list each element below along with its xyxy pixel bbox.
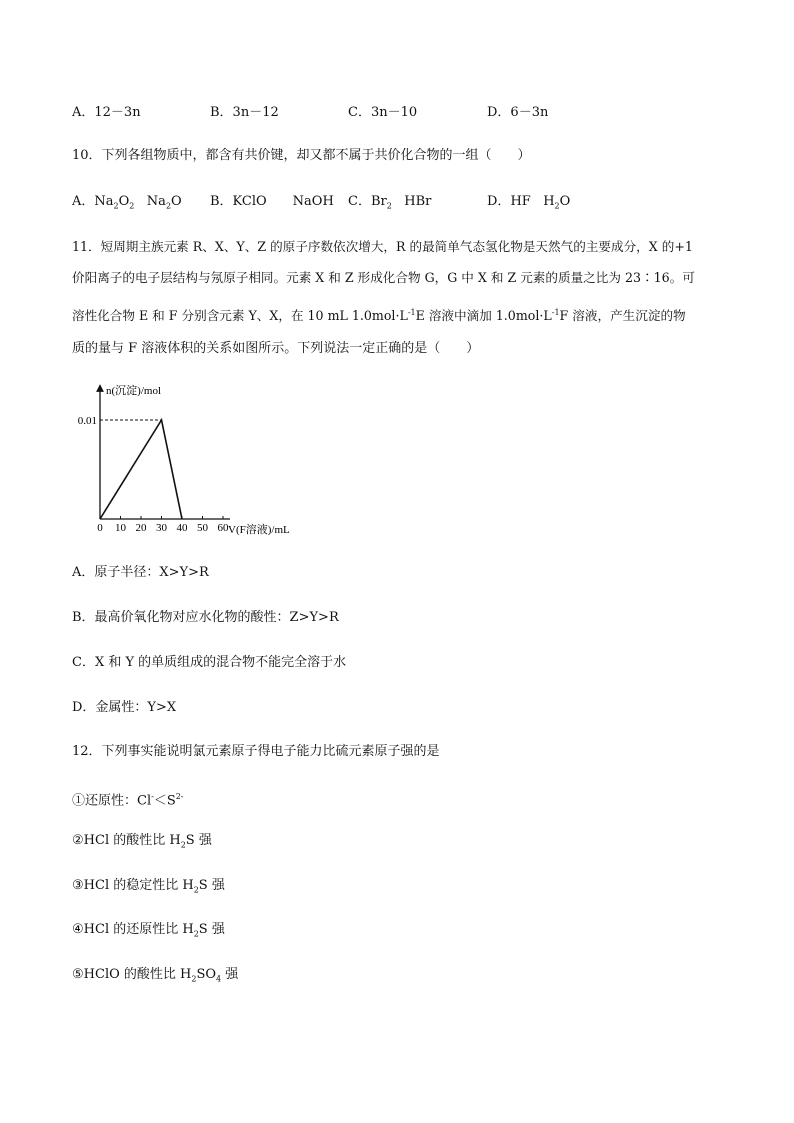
q11-line-3: 溶性化合物 E 和 F 分别含元素 Y、X，在 10 mL $1.0mol\cdot L^{-1}E$ 溶液中滴加 $1.0mol\cdot L^{-1}F$ 溶液，产生沉淀的物 bbox=[72, 308, 686, 324]
q12-stem: 12．下列事实能说明氯元素原子得电子能力比硫元素原子强的是 bbox=[72, 744, 440, 759]
x-tick-label: 10 bbox=[115, 522, 126, 534]
q10-stem: 10．下列各组物质中，都含有共价键，却又都不属于共价化合物的一组（ ） bbox=[72, 148, 531, 163]
q12-item-2: ②HCl 的酸性比 $H_2S$ 强 bbox=[72, 833, 212, 850]
x-tick-label: 30 bbox=[156, 522, 167, 534]
x-tick-label: 50 bbox=[197, 522, 208, 534]
x-tick-label: 20 bbox=[135, 522, 147, 534]
x-axis-label: V(F溶液)/mL bbox=[228, 524, 290, 536]
q11-line-1: 11．短周期主族元素 R、X、Y、Z 的原子序数依次增大，R 的最简单气态氢化物是天然气的主要成分，X 的+1 bbox=[72, 239, 693, 254]
q11-line-4: 质的量与 F 溶液体积的关系如图所示。下列说法一定正确的是（ ） bbox=[72, 341, 480, 356]
q12-item-1: ①还原性：$Cl^-<S^{2-}$ bbox=[72, 792, 184, 809]
q11-option-d: D．金属性：Y>X bbox=[72, 700, 177, 715]
x-tick-label: 0 bbox=[97, 522, 103, 534]
q12-item-3: ③HCl 的稳定性比 $H_2S$ 强 bbox=[72, 878, 225, 895]
series-line bbox=[100, 420, 182, 519]
y-tick-label: 0.01 bbox=[77, 415, 97, 427]
y-axis-label: n(沉淀)/mol bbox=[106, 385, 161, 397]
q11-option-b: B．最高价氧化物对应水化物的酸性：Z>Y>R bbox=[72, 610, 339, 625]
q10-option-a: A．$Na_2O_2$ $Na_2O$ bbox=[72, 194, 182, 211]
precipitate-chart bbox=[70, 380, 320, 540]
q9-option-a: A．12－3n bbox=[72, 105, 141, 120]
q9-option-d: D．6－3n bbox=[487, 105, 549, 120]
x-tick-label: 60 bbox=[217, 522, 229, 534]
q11-line-2: 价阳离子的电子层结构与氖原子相同。元素 X 和 Z 形成化合物 G，G 中 X 和 Z 元素的质量之比为 23∶16。可 bbox=[72, 270, 695, 285]
q11-option-c: C．X 和 Y 的单质组成的混合物不能完全溶于水 bbox=[72, 655, 347, 670]
q9-option-c: C．3n－10 bbox=[348, 105, 418, 120]
q9-option-b: B．3n－12 bbox=[210, 105, 279, 120]
x-tick-label: 40 bbox=[176, 522, 188, 534]
q10-option-b: B．KClO NaOH bbox=[210, 194, 334, 209]
q12-item-5: ⑤HClO 的酸性比 $H_2SO_4$ 强 bbox=[72, 967, 239, 984]
q10-option-c: C．$Br_2$ HBr bbox=[348, 194, 432, 211]
q10-option-d: D．HF $H_2O$ bbox=[487, 194, 571, 211]
q12-item-4: ④HCl 的还原性比 $H_2S$ 强 bbox=[72, 922, 225, 939]
q11-option-a: A．原子半径：X>Y>R bbox=[72, 565, 209, 580]
